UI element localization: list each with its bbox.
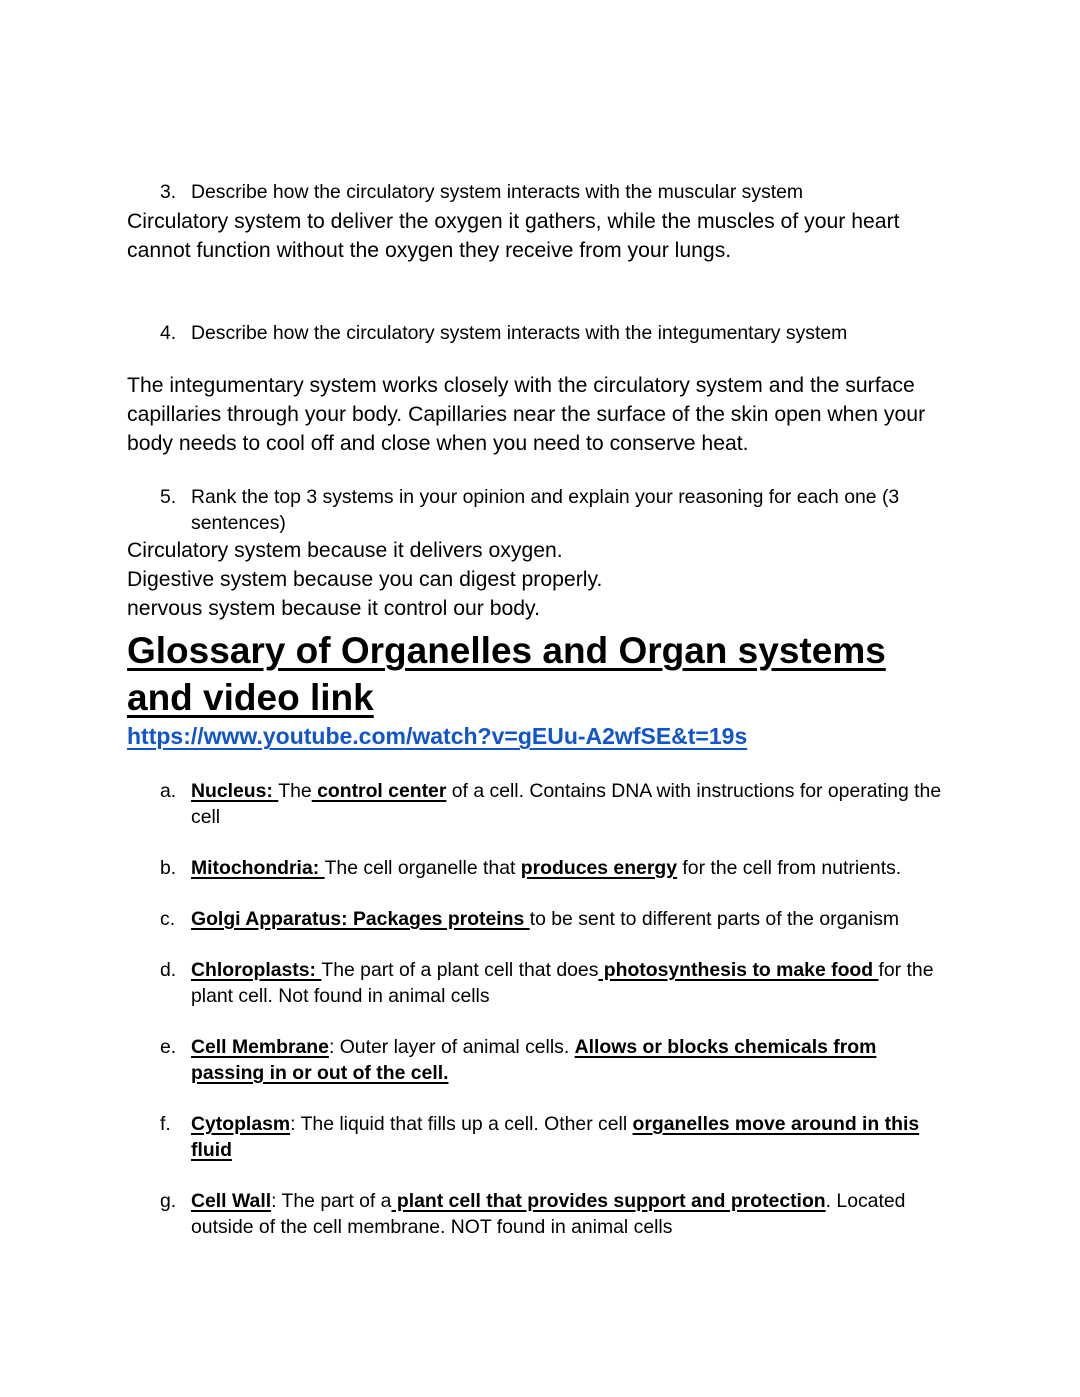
- glossary-letter: e.: [160, 1036, 177, 1058]
- glossary-letter: f.: [160, 1113, 171, 1135]
- glossary-text: Mitochondria: The cell organelle that produces energy for the cell from nutrients.: [191, 857, 902, 879]
- glossary-text: Chloroplasts: The part of a plant cell that does photosynthesis to make food for the plant cell. Not found in animal cells: [191, 959, 934, 1007]
- glossary-item-cell-membrane: [127, 1034, 953, 1086]
- glossary-letter: d.: [160, 959, 177, 981]
- glossary-letter: g.: [160, 1190, 177, 1212]
- answer-paragraph: Circulatory system to deliver the oxygen it gathers, while the muscles of your heart cannot function without the oxygen they receive from your lungs.: [127, 210, 900, 262]
- question-number: 3.: [160, 181, 177, 203]
- answer-line: Circulatory system because it delivers oxygen.: [127, 539, 563, 562]
- glossary-item-chloroplasts: [127, 957, 953, 1009]
- video-link-line: [127, 721, 953, 751]
- question-item-3: [127, 179, 953, 205]
- question-prompt: Describe how the circulatory system interacts with the integumentary system: [191, 322, 848, 344]
- glossary-text: Nucleus: The control center of a cell. Contains DNA with instructions for operating the cell: [191, 780, 942, 828]
- glossary-text: Cell Wall: The part of a plant cell that provides support and protection. Located outside of the cell membrane. NOT found in animal cells: [191, 1190, 906, 1238]
- answer-line: Digestive system because you can digest properly.: [127, 568, 603, 591]
- glossary-item-golgi-apparatus: [127, 906, 953, 932]
- glossary-letter: a.: [160, 780, 177, 802]
- glossary-item-cytoplasm: [127, 1111, 953, 1163]
- glossary-text: Golgi Apparatus: Packages proteins to be sent to different parts of the organism: [191, 908, 900, 930]
- question-item-4: [127, 320, 953, 346]
- glossary-text: Cytoplasm: The liquid that fills up a cell. Other cell organelles move around in this fluid: [191, 1113, 920, 1161]
- glossary-text: Cell Membrane: Outer layer of animal cells. Allows or blocks chemicals from passing in or out of the cell.: [191, 1036, 877, 1084]
- answer-line: nervous system because it control our body.: [127, 597, 540, 620]
- glossary-letter: b.: [160, 857, 177, 879]
- question-prompt: Describe how the circulatory system interacts with the muscular system: [191, 181, 804, 203]
- question-prompt: Rank the top 3 systems in your opinion and explain your reasoning for each one (3 sentences): [191, 486, 900, 534]
- answer-paragraph: The integumentary system works closely with the circulatory system and the surface capillaries through your body. Capillaries near the surface of the skin open when your body needs to cool off and close when you need to conserve heat.: [127, 374, 926, 455]
- glossary-heading: Glossary of Organelles and Organ systems and video link: [127, 630, 886, 718]
- question-number: 4.: [160, 322, 177, 344]
- glossary-letter: c.: [160, 908, 176, 930]
- glossary-item-mitochondria: [127, 855, 953, 881]
- glossary-item-nucleus: [127, 778, 953, 830]
- question-number: 5.: [160, 486, 177, 508]
- video-link[interactable]: https://www.youtube.com/watch?v=gEUu-A2wfSE&t=19s: [127, 723, 748, 749]
- question-item-5: [127, 484, 953, 536]
- glossary-item-cell-wall: [127, 1188, 953, 1240]
